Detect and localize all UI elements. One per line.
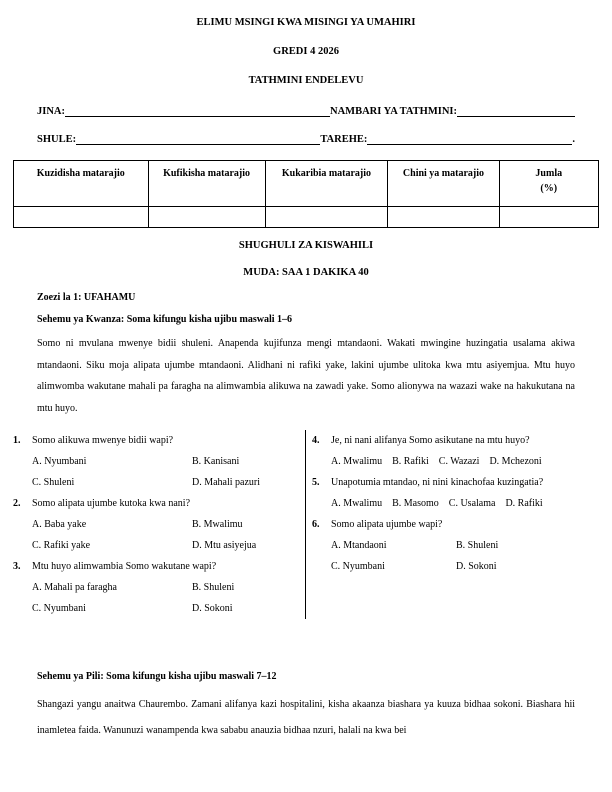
option-c: C. Nyumbani — [331, 561, 385, 572]
part1-passage: Somo ni mvulana mwenye bidii shuleni. Anapenda kujifunza mengi mtandaoni. Wakati mwingine huzingatia usalama akiwa mtandaoni. Siku moja alipata ujumbe mtandaoni. Alidhani ni rafiki yake, lakini ujumbe ulitoka kwa mtu asiyemjua. Mtu huyo alimwomba wakutane mahali pa faragha na alimwambia alikuwa na zawadi yake. Somo alionywa na wazazi wake na hakukutana na mtu huyo. — [37, 338, 575, 414]
question-number: 4. — [312, 435, 320, 446]
score-header-meeting: Kufikisha matarajio — [148, 161, 265, 207]
question-options — [32, 451, 301, 493]
part2-passage: Shangazi yangu anaitwa Chaurembo. Zamani alifanya kazi hospitalini, kisha akaanza biashara ya kuuza bidhaa sokoni. Biashara hii inamletea faida. Wanunuzi wanampenda kwa sababu anauzia bidhaa nzuri, halali na kwa bei — [37, 699, 575, 736]
question-1 — [13, 430, 301, 493]
exercise1-title: Zoezi la 1: UFAHAMU — [37, 292, 136, 303]
option-d: D. Sokoni — [192, 603, 233, 614]
question-6 — [312, 514, 599, 577]
question-options — [32, 514, 301, 556]
option-d: D. Mchezoni — [489, 456, 542, 467]
option-a: A. Mtandaoni — [331, 540, 387, 551]
assessment-no-label: NAMBARI YA TATHMINI: — [330, 106, 457, 117]
score-cell-exceeding — [14, 207, 149, 228]
question-2 — [13, 493, 301, 556]
score-table-empty-row — [14, 207, 599, 228]
question-4 — [312, 430, 599, 472]
option-c: C. Wazazi — [438, 456, 480, 467]
question-text: Somo alipata ujumbe wapi? — [331, 519, 443, 530]
question-number: 5. — [312, 477, 320, 488]
option-d: D. Rafiki — [505, 498, 543, 509]
option-a: A. Nyumbani — [32, 456, 87, 467]
question-text: Je, ni nani alifanya Somo asikutane na mtu huyo? — [331, 435, 530, 446]
school-label: SHULE: — [37, 134, 77, 145]
option-d: D. Mtu asiyejua — [192, 540, 257, 551]
option-d: D. Mahali pazuri — [192, 477, 261, 488]
subtitle-line: TATHMINI ENDELEVU — [248, 75, 364, 86]
score-cell-total — [499, 207, 598, 228]
question-text: Somo alipata ujumbe kutoka kwa nani? — [32, 498, 191, 509]
score-header-total-line1: Jumla — [535, 168, 563, 179]
name-blank — [65, 104, 330, 117]
question-5 — [312, 472, 599, 514]
score-cell-meeting — [148, 207, 265, 228]
option-c: C. Shuleni — [32, 477, 75, 488]
date-period: . — [572, 134, 575, 145]
question-text: Somo alikuwa mwenye bidii wapi? — [32, 435, 174, 446]
school-row — [37, 132, 575, 145]
option-b: B. Mwalimu — [192, 519, 243, 530]
questions-left-column — [13, 430, 305, 619]
score-table — [13, 160, 599, 228]
questions-section — [13, 430, 599, 619]
name-row — [37, 104, 575, 117]
date-blank — [367, 132, 572, 145]
option-c: C. Rafiki yake — [32, 540, 91, 551]
part1-heading: Sehemu ya Kwanza: Soma kifungu kisha ujibu maswali 1–6 — [37, 314, 293, 325]
option-a: A. Mahali pa faragha — [32, 582, 117, 593]
questions-right-column — [305, 430, 599, 619]
question-number: 2. — [13, 498, 21, 509]
question-3 — [13, 556, 301, 619]
school-blank — [76, 132, 320, 145]
question-number: 1. — [13, 435, 21, 446]
score-header-total-line2: (%) — [540, 183, 558, 194]
score-header-below: Chini ya matarajio — [388, 161, 499, 207]
date-label: TAREHE: — [320, 134, 368, 145]
score-header-exceeding: Kuzidisha matarajio — [14, 161, 149, 207]
option-b: B. Shuleni — [192, 582, 235, 593]
option-b: B. Rafiki — [392, 456, 429, 467]
option-c: C. Usalama — [448, 498, 496, 509]
score-header-approaching: Kukaribia matarajio — [265, 161, 388, 207]
question-options — [331, 535, 599, 577]
question-text: Unapotumia mtandao, ni nini kinachofaa kuzingatia? — [331, 477, 544, 488]
duration-line: MUDA: SAA 1 DAKIKA 40 — [243, 267, 369, 278]
option-a: A. Baba yake — [32, 519, 87, 530]
name-label: JINA: — [37, 106, 65, 117]
option-d: D. Sokoni — [456, 561, 497, 572]
score-cell-approaching — [265, 207, 388, 228]
option-a: A. Mwalimu — [331, 498, 383, 509]
option-c: C. Nyumbani — [32, 603, 86, 614]
part2-heading: Sehemu ya Pili: Soma kifungu kisha ujibu maswali 7–12 — [37, 671, 277, 682]
question-text: Mtu huyo alimwambia Somo wakutane wapi? — [32, 561, 217, 572]
grade-line: GREDI 4 2026 — [273, 46, 339, 57]
option-b: B. Shuleni — [456, 540, 499, 551]
question-number: 6. — [312, 519, 320, 530]
subject-title: SHUGHULI ZA KISWAHILI — [238, 240, 374, 251]
question-number: 3. — [13, 561, 21, 572]
score-table-header-row — [14, 161, 599, 207]
page-title: ELIMU MSINGI KWA MISINGI YA UMAHIRI — [196, 17, 416, 28]
question-options — [331, 493, 599, 514]
assessment-no-blank — [457, 104, 575, 117]
option-b: B. Masomo — [392, 498, 439, 509]
question-options — [331, 451, 599, 472]
score-cell-below — [388, 207, 499, 228]
option-a: A. Mwalimu — [331, 456, 383, 467]
score-header-total — [499, 161, 598, 207]
option-b: B. Kanisani — [192, 456, 240, 467]
question-options — [32, 577, 301, 619]
